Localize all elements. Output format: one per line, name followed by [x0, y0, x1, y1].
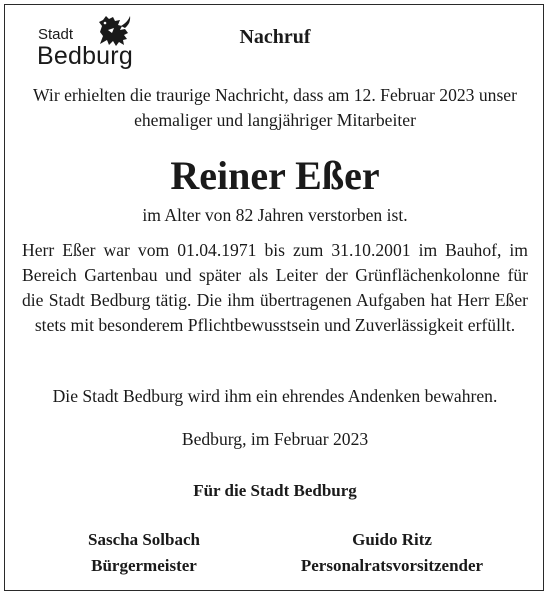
place-date: Bedburg, im Februar 2023: [181, 429, 369, 449]
signatory-title: Bürgermeister: [91, 556, 197, 575]
career-text: Herr Eßer war vom 01.04.1971 bis zum 31.10.2001 im Bauhof, im Bereich Gartenbau und später als Leiter der Grünflächenkolonne für die Stadt Bedburg tätig. Die ihm übertragenen Aufgaben hat Herr Eßer stets mit besonderem Pflichtbewusstsein und Zuverlässigkeit erfüllt.: [22, 240, 528, 335]
signatory-name: Sascha Solbach: [88, 530, 200, 549]
on-behalf-line: Für die Stadt Bedburg: [193, 481, 357, 500]
deceased-name: Reiner Eßer: [170, 153, 380, 198]
signatory-name: Guido Ritz: [352, 530, 432, 549]
heading-nachruf: Nachruf: [239, 26, 311, 48]
city-logo: [34, 14, 144, 76]
logo-text-stadt: Stadt: [38, 26, 74, 43]
lion-icon: [94, 14, 134, 48]
signatory-1: [34, 527, 254, 579]
remembrance-text: Die Stadt Bedburg wird ihm ein ehrendes Andenken bewahren.: [52, 386, 498, 406]
intro-text: Wir erhielten die traurige Nachricht, dass am 12. Februar 2023 unser ehemaliger und langjähriger Mitarbeiter: [33, 85, 517, 130]
logo-text-bedburg: Bedburg: [37, 42, 133, 70]
signatory-title: Personalratsvorsitzender: [300, 556, 484, 575]
signatory-2: [282, 527, 502, 579]
age-line: im Alter von 82 Jahren verstorben ist.: [142, 205, 408, 225]
